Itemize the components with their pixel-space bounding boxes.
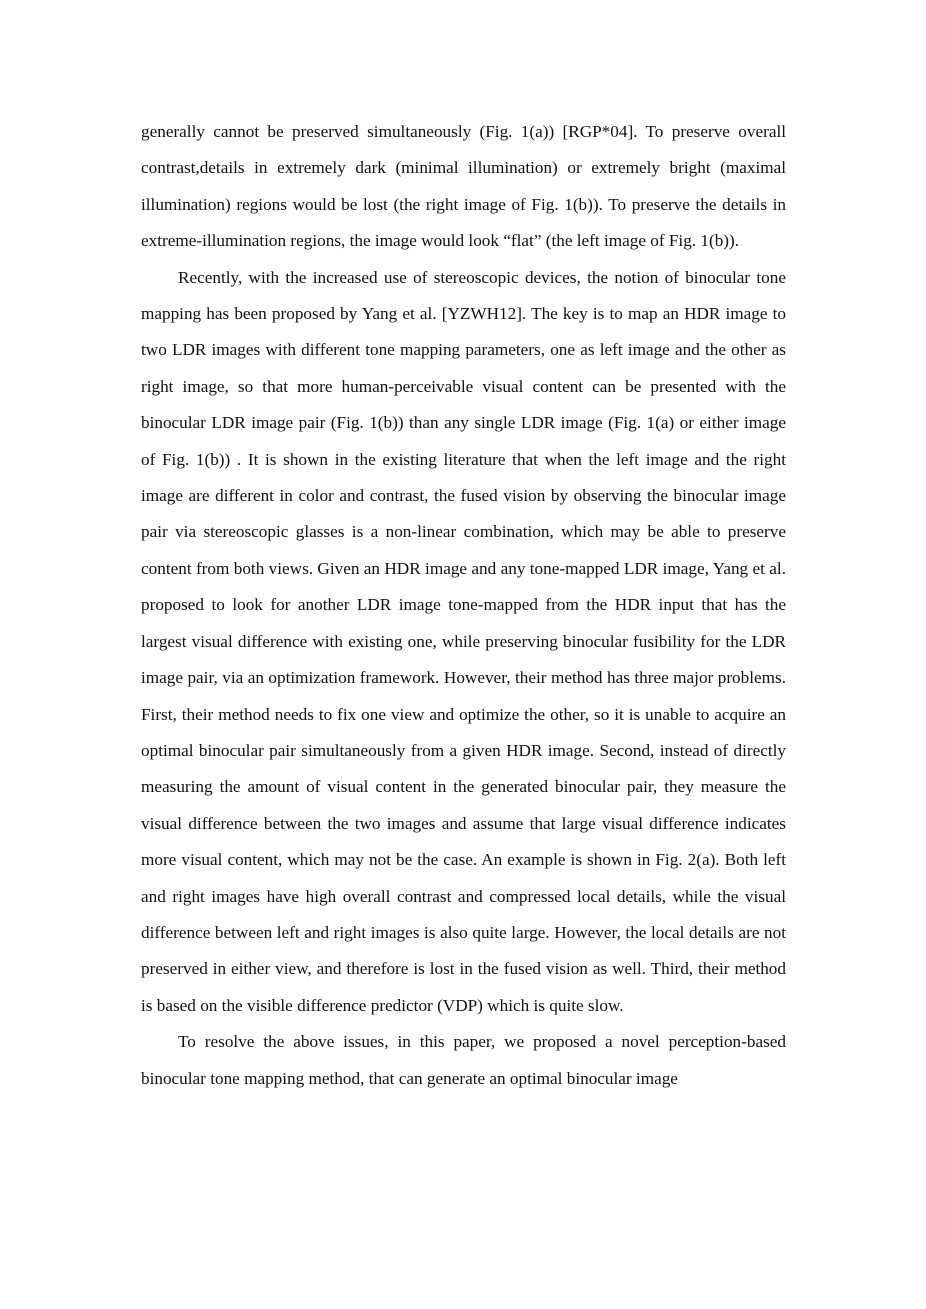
paragraph-continuation: generally cannot be preserved simultaneously (Fig. 1(a)) [RGP*04]. To preserve overall contrast,details in extremely dark (minimal illumination) or extremely bright (maximal illumination) regions would be lost (the right image of Fig. 1(b)). To preserve the details in extreme-illumination regions, the image would look “flat” (the left image of Fig. 1(b)). <box>141 122 786 251</box>
paragraph-proposal: To resolve the above issues, in this paper, we proposed a novel perception-based binocular tone mapping method, that can generate an optimal binocular image <box>141 1032 786 1088</box>
body-text <box>141 114 786 1097</box>
paragraph-binocular-intro: Recently, with the increased use of stereoscopic devices, the notion of binocular tone mapping has been proposed by Yang et al. [YZWH12]. The key is to map an HDR image to two LDR images with different tone mapping parameters, one as left image and the other as right image, so that more human-perceivable visual content can be presented with the binocular LDR image pair (Fig. 1(b)) than any single LDR image (Fig. 1(a) or either image of Fig. 1(b)) . It is shown in the existing literature that when the left image and the right image are different in color and contrast, the fused vision by observing the binocular image pair via stereoscopic glasses is a non-linear combination, which may be able to preserve content from both views. Given an HDR image and any tone-mapped LDR image, Yang et al. proposed to look for another LDR image tone-mapped from the HDR input that has the largest visual difference with existing one, while preserving binocular fusibility for the LDR image pair, via an optimization framework. However, their method has three major problems. First, their method needs to fix one view and optimize the other, so it is unable to acquire an optimal binocular pair simultaneously from a given HDR image. Second, instead of directly measuring the amount of visual content in the generated binocular pair, they measure the visual difference between the two images and assume that large visual difference indicates more visual content, which may not be the case. An example is shown in Fig. 2(a). Both left and right images have high overall contrast and compressed local details, while the visual difference between left and right images is also quite large. However, the local details are not preserved in either view, and therefore is lost in the fused vision as well. Third, their method is based on the visible difference predictor (VDP) which is quite slow. <box>141 267 786 1015</box>
